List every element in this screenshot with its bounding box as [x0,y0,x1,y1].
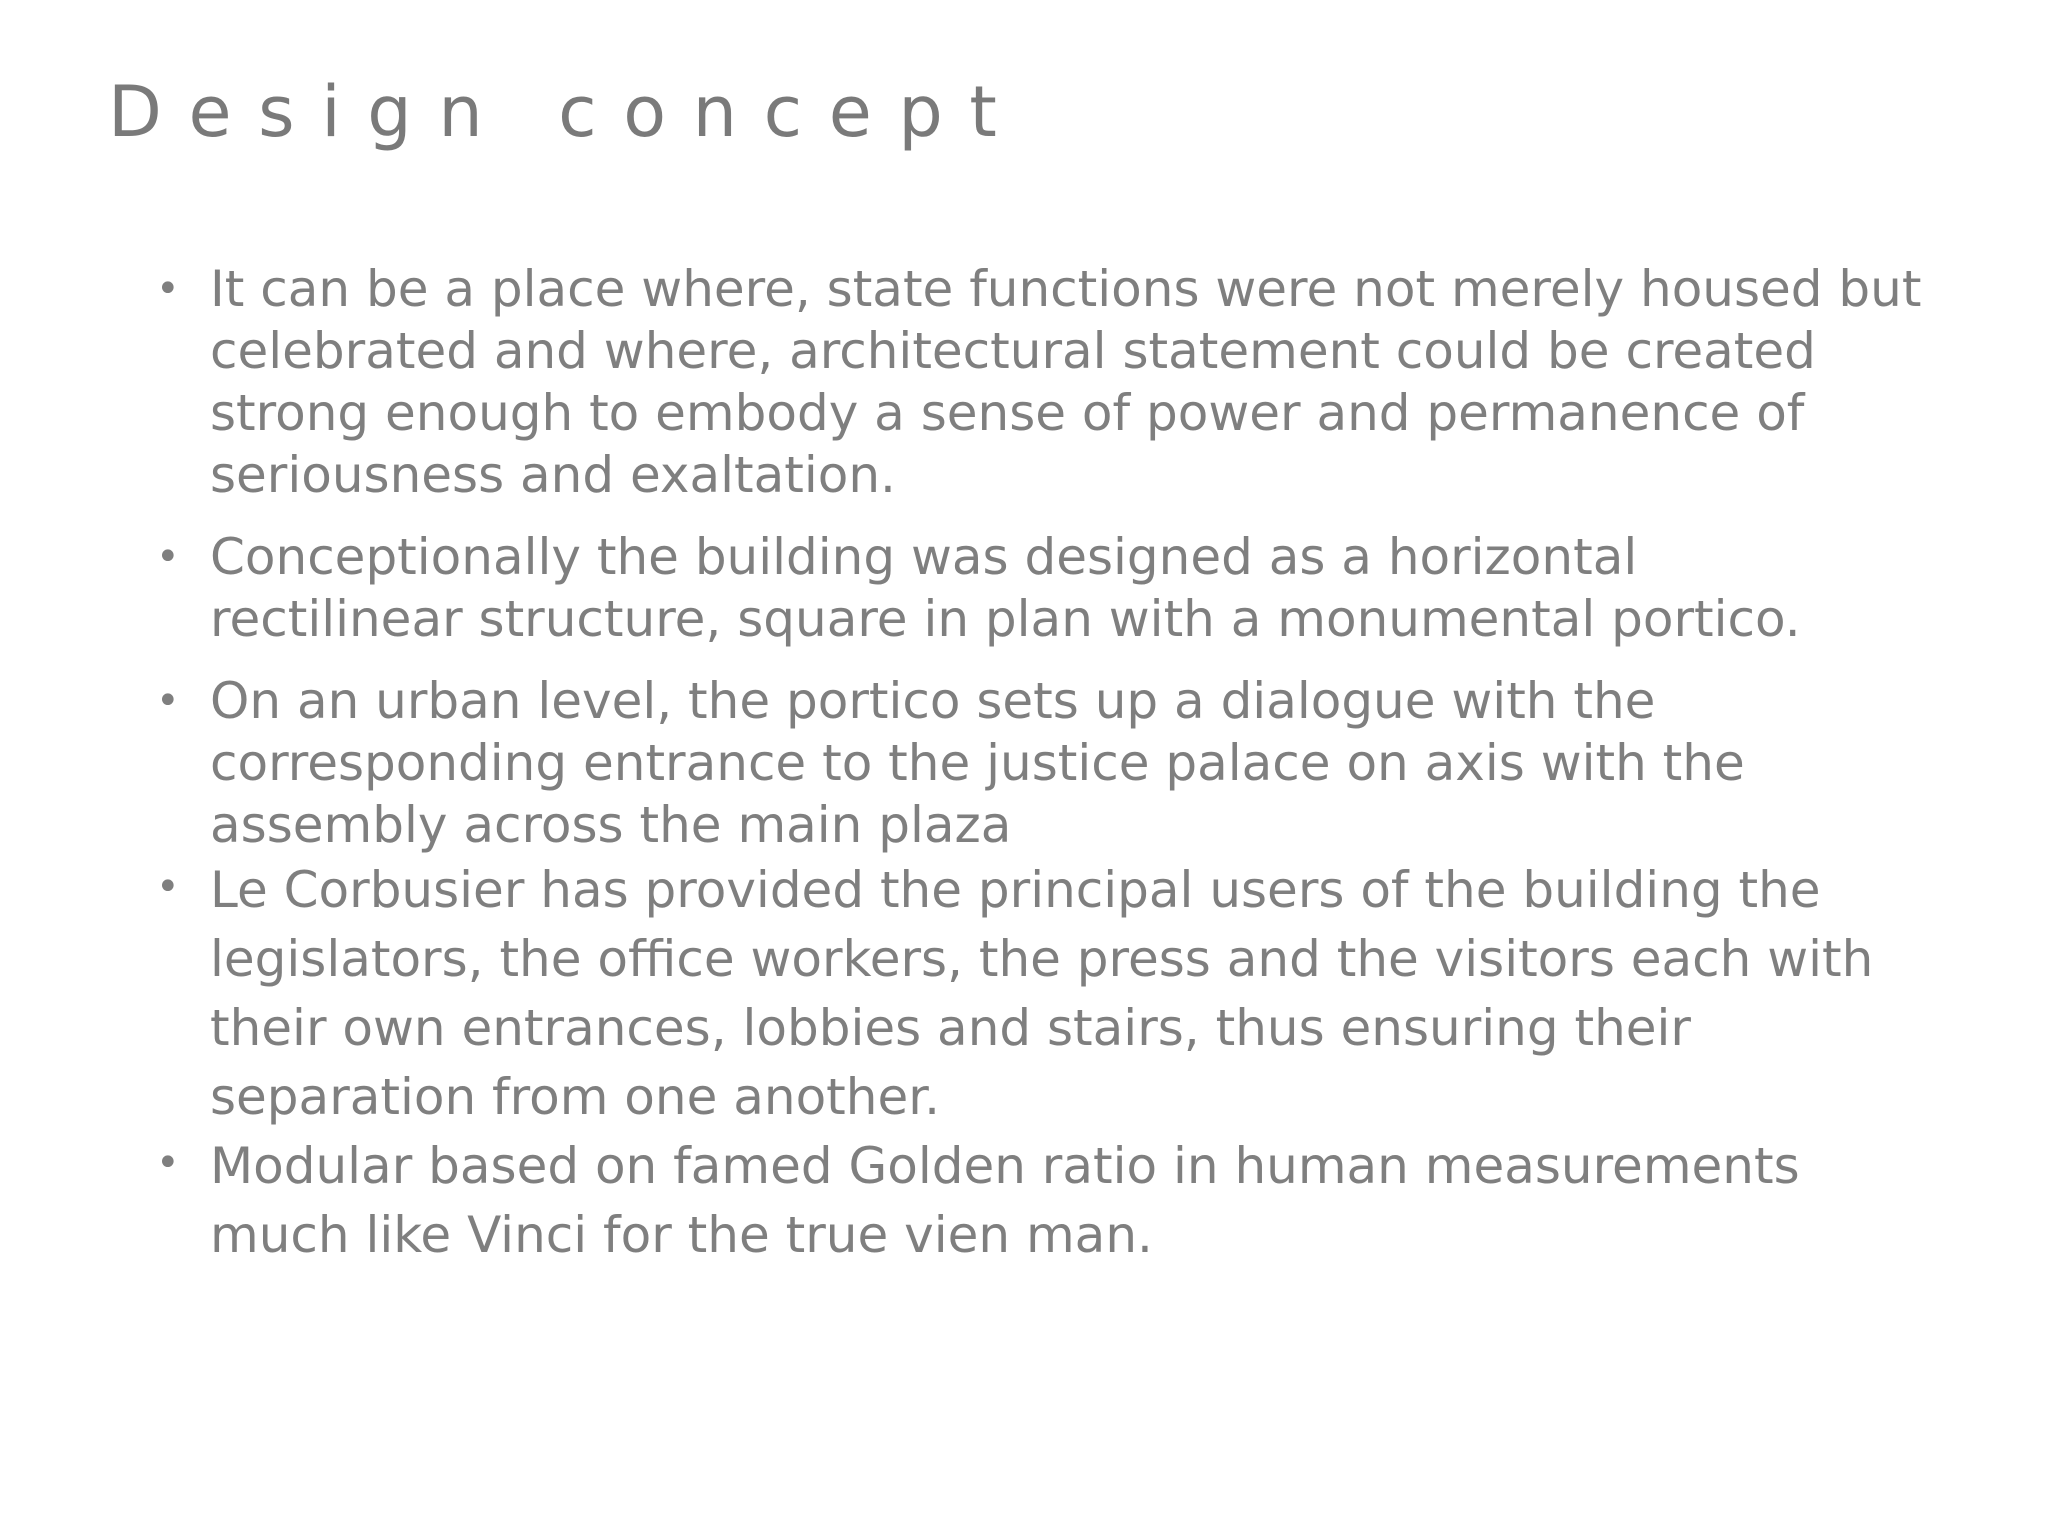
bullet-line: assembly across the main plaza [210,796,1012,854]
bullet-line: their own entrances, lobbies and stairs, thus ensuring their [210,999,1691,1057]
bullet-item [152,526,1952,650]
bullet-item [152,1132,1952,1270]
bullet-dot: • [156,534,180,580]
bullet-line: It can be a place where, state functions were not merely housed but [210,260,1922,318]
slide-title: Design concept [108,71,1024,153]
bullet-item [152,856,1952,1132]
bullet-dot: • [156,864,180,910]
bullet-dot: • [156,1140,180,1186]
bullet-line: legislators, the office workers, the press and the visitors each with [210,930,1874,988]
bullet-dot: • [156,678,180,724]
bullet-list [152,258,1952,1270]
bullet-item [152,670,1952,856]
bullet-line: Conceptionally the building was designed as a horizontal [210,528,1638,586]
bullet-line: celebrated and where, architectural statement could be created [210,322,1816,380]
bullet-line: rectilinear structure, square in plan with a monumental portico. [210,590,1801,648]
bullet-item [152,258,1952,506]
bullet-line: separation from one another. [210,1068,941,1126]
bullet-line: strong enough to embody a sense of power and permanence of [210,384,1805,442]
bullet-line: seriousness and exaltation. [210,446,896,504]
bullet-dot: • [156,266,180,312]
bullet-line: Modular based on famed Golden ratio in human measurements [210,1137,1800,1195]
bullet-line: Le Corbusier has provided the principal users of the building the [210,861,1821,919]
bullet-line: corresponding entrance to the justice palace on axis with the [210,734,1745,792]
bullet-line: On an urban level, the portico sets up a dialogue with the [210,672,1656,730]
bullet-line: much like Vinci for the true vien man. [210,1206,1153,1264]
